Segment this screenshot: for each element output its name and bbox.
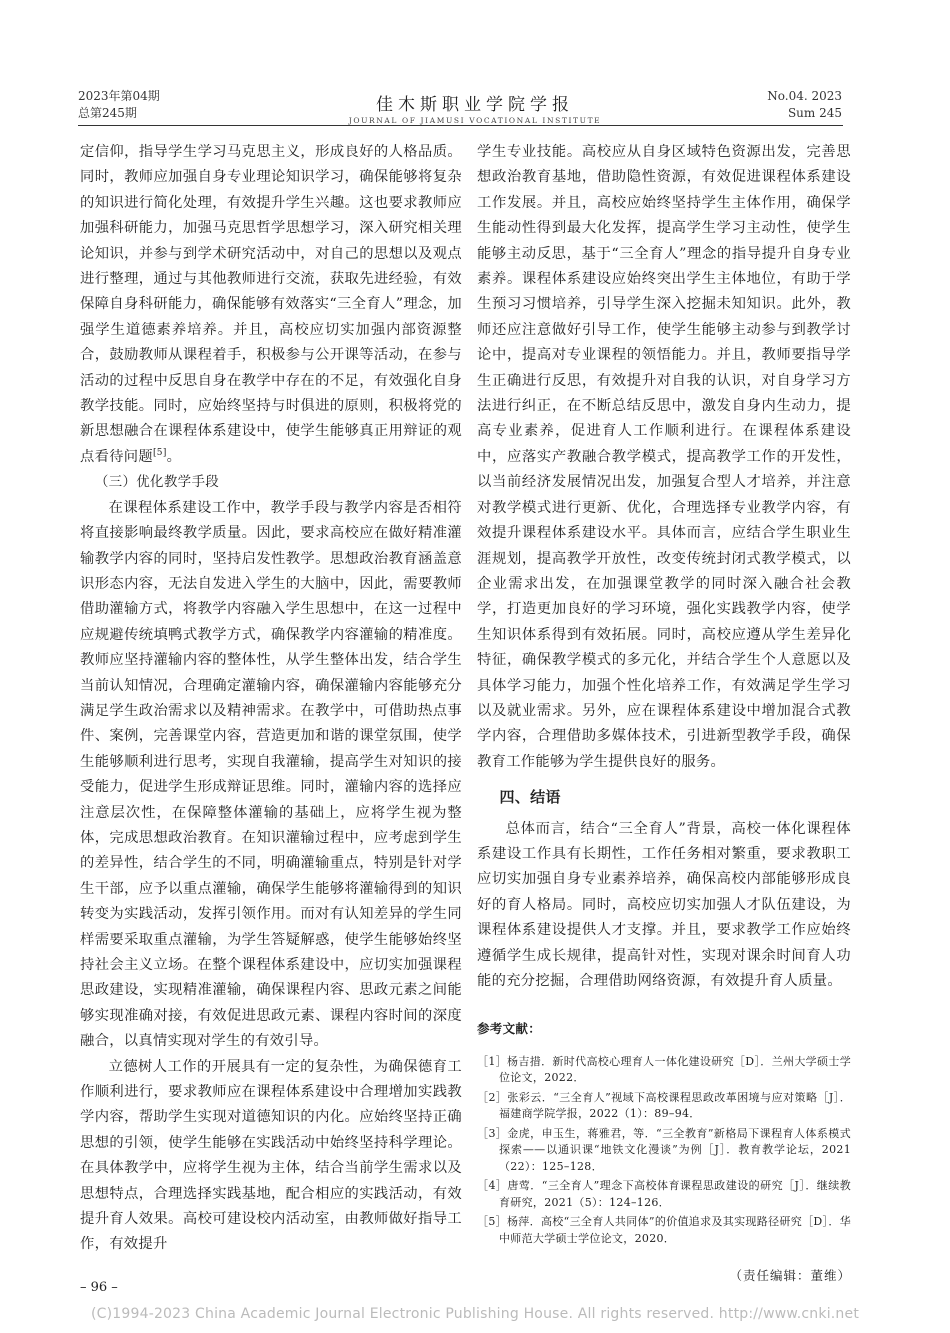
reference-item: ［5］杨萍．高校“三全育人共同体”的价值追求及其实现路径研究［D］．华中师范大学硕士学位论文，2020． <box>477 1215 851 1245</box>
reference-item: ［3］金虎，申玉生，蒋雅君，等．“三全教育”新格局下课程育人体系模式探索——以通识课“地铁文化漫谈”为例［J］．教育教学论坛，2021（22）：125–128． <box>477 1126 851 1173</box>
paragraph: 总体而言，结合“三全育人”背景，高校一体化课程体系建设工作具有长期性，工作任务相对繁重，要求教职工应切实加强自身专业素养培养，确保高校内部能够形成良好的育人格局。同时，高校应切实加强人才队伍建设，为课程体系建设提供人才支撑。并且，要求教学工作应始终遵循学生成长规律，提高针对性，实现对课余时间育人功能的充分挖掘，合理借助网络资源，有效提升育人质量。 <box>477 820 851 989</box>
journal-title-cn: 佳木斯职业学院学报 <box>376 95 574 115</box>
paragraph: 在课程体系建设工作中，教学手段与教学内容是否相符将直接影响最终教学质量。因此，要求高校应在做好精准灌输教学内容的同时，坚持启发性教学。思想政治教育涵盖意识形态内容，无法自发进入学生的大脑中，因此，需要教师借助灌输方式，将教学内容融入学生思想中，在这一过程中应规避传统填鸭式教学方式，确保教学内容灌输的精准度。教师应坚持灌输内容的整体性，从学生整体出发，结合学生当前认知情况，合理确定灌输内容，确保灌输内容能够充分满足学生政治需求以及精神需求。在教学中，可借助热点事件、案例，完善课堂内容，营造更加和谐的课堂氛围，使学生能够顺利进行思考，实现自我灌输，提高学生对知识的接受能力，促进学生形成辩证思维。同时，灌输内容的选择应注意层次性，在保障整体灌输的基础上，应将学生视为整体，完成思想政治教育。在知识灌输过程中，应考虑到学生的差异性，结合学生的不同，明确灌输重点，特别是针对学生干部，应予以重点灌输，确保学生能够将灌输得到的知识转变为实践活动，发挥引领作用。而对有认知差异的学生同样需要采取重点灌输，为学生答疑解惑，使学生能够始终坚持社会主义立场。在整个课程体系建设中，应切实加强课程思政建设，实现精准灌输，确保课程内容、思政元素之间能够实现准确对接，有效促进思政元素、课程内容时间的深度融合，以真情实现对学生的有效引导。 <box>80 499 462 1050</box>
issue-line-1: 2023年第04期 <box>78 89 160 103</box>
section-heading: 四、结语 <box>499 788 561 807</box>
reference-item: ［2］张彩云．“三全育人”视域下高校课程思政改革困境与应对策略［J］．福建商学院学报，2022（1）：89–94． <box>477 1090 851 1121</box>
paragraph <box>80 140 462 470</box>
reference-item: ［4］唐莺．“三全育人”理念下高校体育课程思政建设的研究［J］．继续教育研究，2021（5）：124–126． <box>477 1179 851 1209</box>
page-number: – 96 – <box>80 1280 118 1295</box>
left-column <box>80 140 462 1258</box>
citation: [5] <box>152 448 167 459</box>
number-info <box>767 88 842 122</box>
editor-credit: （责任编辑：董维） <box>729 1268 851 1284</box>
paragraph-end: 。 <box>166 448 182 465</box>
number-line-2: Sum 245 <box>787 106 842 120</box>
right-column <box>477 140 851 1289</box>
references-title: 参考文献： <box>477 1021 542 1037</box>
journal-title-en: JOURNAL OF JIAMUSI VOCATIONAL INSTITUTE <box>348 116 602 125</box>
paragraph-text: 定信仰，指导学生学习马克思主义，形成良好的人格品质。同时，教师应加强自身专业理论知识学习，确保能够将复杂的知识进行简化处理，有效提升学生兴趣。这也要求教师应加强科研能力，加强马克思哲学思想学习，深入研究相关理论知识，并参与到学术研究活动中，对自己的思想以及观点进行整理，通过与其他教师进行交流，获取先进经验，有效保障自身科研能力，确保能够有效落实“三全育人”理念，加强学生道德素养培养。并且，高校应切实加强内部资源整合，鼓励教师从课程着手，积极参与公开课等活动，在参与活动的过程中反思自身在教学中存在的不足，有效强化自身教学技能。同时，应始终坚持与时俱进的原则，积极将党的新思想融合在课程体系建设中，使学生能够真正用辩证的观点看待问题 <box>80 144 462 465</box>
copyright-notice: (C)1994-2023 China Academic Journal Electronic Publishing House. All rights reserved. http://www.cnki.net <box>90 1306 860 1322</box>
issue-line-2: 总第245期 <box>78 106 137 120</box>
reference-item: ［1］杨吉措．新时代高校心理育人一体化建设研究［D］．兰州大学硕士学位论文，2022． <box>477 1054 851 1085</box>
number-line-1: No.04. 2023 <box>767 89 842 103</box>
paragraph: 立德树人工作的开展具有一定的复杂性，为确保德育工作顺利进行，要求教师应在课程体系建设中合理增加实践教学内容，帮助学生实现对道德知识的内化。应始终坚持正确思想的引领，使学生能够在实践活动中始终坚持科学理论。在具体教学中，应将学生视为主体，结合当前学生需求以及思想特点，合理选择实践基地，配合相应的实践活动，有效提升育人效果。高校可建设校内活动室，由教师做好指导工作，有效提升 <box>80 1058 462 1253</box>
paragraph: 学生专业技能。高校应从自身区域特色资源出发，完善思想政治教育基地，借助隐性资源，有效促进课程体系建设工作发展。并且，高校应始终坚持学生主体作用，确保学生能动性得到最大化发挥，提高学生学习主动性，使学生能够主动反思，基于“三全育人”理念的指导提升自身专业素养。课程体系建设应始终突出学生主体地位，有助于学生预习习惯培养，引导学生深入挖掘未知知识。此外，教师还应注意做好引导工作，使学生能够主动参与到教学讨论中，提高对专业课程的领悟能力。并且，教师要指导学生正确进行反思，有效提升对自我的认识，对自身学习方法进行纠正，在不断总结反思中，激发自身内生动力，提高专业素养，促进育人工作顺利进行。在课程体系建设中，应落实产教融合教学模式，提高教学工作的开发性，以当前经济发展情况出发，加强复合型人才培养，并注意对教学模式进行更新、优化，合理选择专业教学内容，有效提升课程体系建设水平。具体而言，应结合学生职业生涯规划，提高教学开放性，改变传统封闭式教学模式，以企业需求出发，在加强课堂教学的同时深入融合社会教学，打造更加良好的学习环境，强化实践教学内容，使学生知识体系得到有效拓展。同时，高校应遵从学生差异化特征，确保教学模式的多元化，并结合学生个人意愿以及具体学习能力，加强个性化培养工作，有效满足学生学习以及就业需求。另外，应在课程体系建设中增加混合式教学内容，合理借助多媒体技术，引进新型教学手段，确保教育工作能够为学生提供良好的服务。 <box>477 144 851 770</box>
header-rule <box>78 125 843 126</box>
subsection-heading: （三）优化教学手段 <box>94 474 220 491</box>
